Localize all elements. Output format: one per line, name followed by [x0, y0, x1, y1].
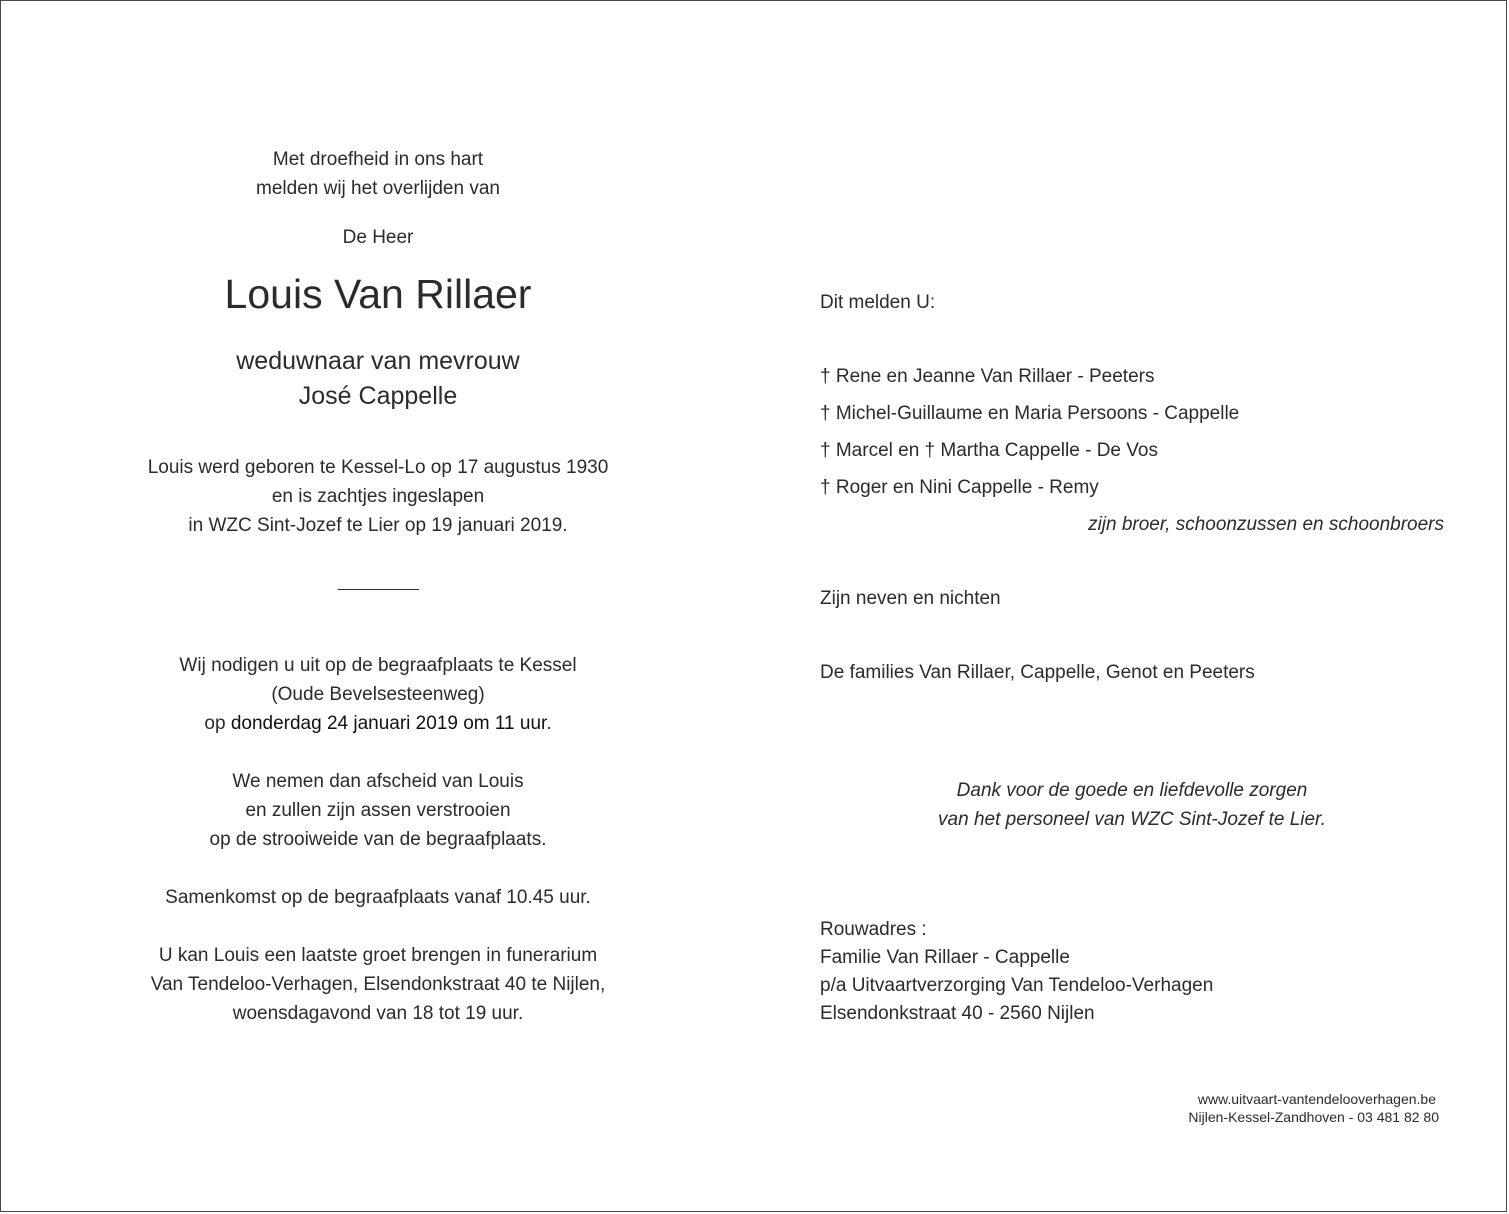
invite-suffix: . [546, 713, 552, 734]
address-line-1: Familie Van Rillaer - Cappelle [820, 947, 1070, 968]
family-member-1: † Rene en Jeanne Van Rillaer - Peeters [820, 366, 1155, 387]
family-relation: zijn broer, schoonzussen en schoonbroers [1088, 514, 1444, 535]
family-member-2: † Michel-Guillaume en Maria Persoons - Cappelle [820, 403, 1240, 424]
address-line-2: p/a Uitvaartverzorging Van Tendeloo-Verhagen [820, 975, 1214, 996]
families-line: De families Van Rillaer, Cappelle, Genot en Peeters [820, 662, 1255, 683]
invite-line-3 [204, 709, 551, 738]
farewell-line-3: op de strooiweide van de begraafplaats. [209, 829, 547, 850]
title-prefix: De Heer [342, 227, 414, 248]
farewell-line-2: en zullen zijn assen verstrooien [245, 800, 511, 821]
footer-contact: Nijlen-Kessel-Zandhoven - 03 481 82 80 [1188, 1109, 1439, 1125]
invite-line-2: (Oude Bevelsesteenweg) [271, 684, 485, 705]
visit-line-3: woensdagavond van 18 tot 19 uur. [232, 1003, 524, 1024]
family-member-4: † Roger en Nini Cappelle - Remy [820, 477, 1099, 498]
widower-line: weduwnaar van mevrouw [236, 347, 520, 375]
thanks-line-2: van het personeel van WZC Sint-Jozef te Lier. [938, 809, 1326, 830]
visit-line-1: U kan Louis een laatste groet brengen in funerarium [158, 945, 598, 966]
invite-prefix: op [204, 713, 231, 734]
visit-line-2: Van Tendeloo-Verhagen, Elsendonkstraat 40 te Nijlen, [150, 974, 606, 995]
farewell-line-1: We nemen dan afscheid van Louis [232, 771, 524, 792]
address-line-3: Elsendonkstraat 40 - 2560 Nijlen [820, 1003, 1095, 1024]
footer-website: www.uitvaart-vantendelooverhagen.be [1197, 1091, 1436, 1107]
thanks-line-1: Dank voor de goede en liefdevolle zorgen [956, 780, 1308, 801]
invite-line-1: Wij nodigen u uit op de begraafplaats te Kessel [179, 655, 577, 676]
divider-rule [338, 589, 419, 590]
intro-line-2: melden wij het overlijden van [256, 178, 500, 199]
bio-line-1: Louis werd geboren te Kessel-Lo op 17 augustus 1930 [147, 457, 609, 478]
deceased-name: Louis Van Rillaer [224, 271, 532, 317]
family-member-3: † Marcel en † Martha Cappelle - De Vos [820, 440, 1158, 461]
bio-line-2: en is zachtjes ingeslapen [271, 486, 485, 507]
announce-line: Dit melden U: [820, 292, 936, 313]
gathering-line: Samenkomst op de begraafplaats vanaf 10.45 uur. [165, 887, 591, 908]
cousins-line: Zijn neven en nichten [820, 588, 1001, 609]
spouse-name: José Cappelle [298, 382, 458, 410]
intro-line-1: Met droefheid in ons hart [272, 149, 484, 170]
ceremony-date: donderdag 24 januari 2019 om 11 uur [230, 713, 547, 734]
bio-line-3: in WZC Sint-Jozef te Lier op 19 januari 2019. [188, 515, 568, 536]
address-label: Rouwadres : [820, 919, 927, 940]
